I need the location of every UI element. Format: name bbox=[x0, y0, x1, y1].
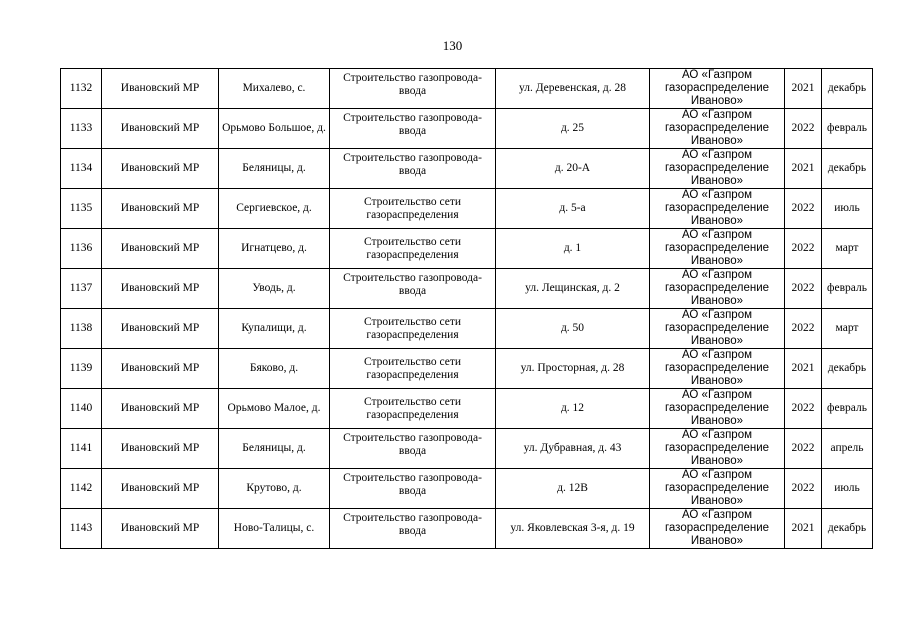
organization-cell bbox=[650, 349, 785, 389]
organization-cell bbox=[650, 229, 785, 269]
settlement-cell: Сергиевское, д. bbox=[219, 189, 330, 229]
row-number-cell: 1134 bbox=[61, 149, 102, 189]
address-cell: д. 25 bbox=[496, 109, 650, 149]
work-type-line: газораспределения bbox=[366, 329, 459, 341]
year-cell: 2022 bbox=[785, 229, 822, 269]
work-type-line: ввода bbox=[398, 85, 427, 97]
organization-line: АО «Газпром bbox=[682, 229, 752, 241]
work-type-line: Строительство газопровода- bbox=[343, 472, 482, 484]
organization-line: Иваново» bbox=[690, 175, 744, 187]
month-cell: июль bbox=[822, 189, 873, 229]
work-type-line: Строительство газопровода- bbox=[343, 112, 482, 124]
organization-line: газораспределение bbox=[664, 482, 770, 494]
district-cell: Ивановский МР bbox=[102, 189, 219, 229]
table-row bbox=[61, 149, 873, 189]
organization-line: АО «Газпром bbox=[682, 269, 752, 281]
address-cell: д. 12В bbox=[496, 469, 650, 509]
organization-line: АО «Газпром bbox=[682, 109, 752, 121]
work-type-line: Строительство газопровода- bbox=[343, 512, 482, 524]
work-type-cell bbox=[330, 309, 496, 349]
organization-cell bbox=[650, 389, 785, 429]
district-cell: Ивановский МР bbox=[102, 269, 219, 309]
work-type-cell bbox=[330, 509, 496, 549]
row-number-cell: 1133 bbox=[61, 109, 102, 149]
address-cell: д. 5-а bbox=[496, 189, 650, 229]
organization-line: Иваново» bbox=[690, 255, 744, 267]
month-cell: декабрь bbox=[822, 509, 873, 549]
address-cell: д. 1 bbox=[496, 229, 650, 269]
year-cell: 2022 bbox=[785, 389, 822, 429]
year-cell: 2022 bbox=[785, 189, 822, 229]
organization-line: Иваново» bbox=[690, 375, 744, 387]
district-cell: Ивановский МР bbox=[102, 349, 219, 389]
settlement-cell: Бяково, д. bbox=[219, 349, 330, 389]
page-number: 130 bbox=[442, 38, 463, 53]
row-number-cell: 1132 bbox=[61, 69, 102, 109]
organization-line: АО «Газпром bbox=[682, 189, 752, 201]
row-number-cell: 1141 bbox=[61, 429, 102, 469]
table-row bbox=[61, 429, 873, 469]
organization-line: газораспределение bbox=[664, 362, 770, 374]
settlement-cell: Михалево, с. bbox=[219, 69, 330, 109]
settlement-cell: Орьмово Большое, д. bbox=[219, 109, 330, 149]
organization-line: газораспределение bbox=[664, 282, 770, 294]
work-type-line: Строительство газопровода- bbox=[343, 72, 482, 84]
work-type-cell bbox=[330, 229, 496, 269]
organization-cell bbox=[650, 269, 785, 309]
work-type-cell bbox=[330, 389, 496, 429]
row-number-cell: 1140 bbox=[61, 389, 102, 429]
district-cell: Ивановский МР bbox=[102, 149, 219, 189]
organization-cell bbox=[650, 69, 785, 109]
month-cell: апрель bbox=[822, 429, 873, 469]
year-cell: 2021 bbox=[785, 509, 822, 549]
address-cell: д. 12 bbox=[496, 389, 650, 429]
address-cell: ул. Деревенская, д. 28 bbox=[496, 69, 650, 109]
organization-cell bbox=[650, 469, 785, 509]
month-cell: февраль bbox=[822, 269, 873, 309]
organization-cell bbox=[650, 149, 785, 189]
month-cell: декабрь bbox=[822, 149, 873, 189]
organization-line: АО «Газпром bbox=[682, 309, 752, 321]
row-number-cell: 1139 bbox=[61, 349, 102, 389]
work-type-cell bbox=[330, 69, 496, 109]
organization-line: АО «Газпром bbox=[682, 69, 752, 81]
table-body bbox=[61, 69, 873, 549]
row-number-cell: 1135 bbox=[61, 189, 102, 229]
row-number-cell: 1137 bbox=[61, 269, 102, 309]
settlement-cell: Игнатцево, д. bbox=[219, 229, 330, 269]
address-cell: ул. Просторная, д. 28 bbox=[496, 349, 650, 389]
settlement-cell: Орьмово Малое, д. bbox=[219, 389, 330, 429]
work-type-line: Строительство газопровода- bbox=[343, 152, 482, 164]
month-cell: декабрь bbox=[822, 349, 873, 389]
district-cell: Ивановский МР bbox=[102, 509, 219, 549]
table-row bbox=[61, 389, 873, 429]
organization-line: газораспределение bbox=[664, 162, 770, 174]
organization-line: газораспределение bbox=[664, 242, 770, 254]
organization-line: АО «Газпром bbox=[682, 509, 752, 521]
district-cell: Ивановский МР bbox=[102, 69, 219, 109]
organization-line: Иваново» bbox=[690, 415, 744, 427]
district-cell: Ивановский МР bbox=[102, 469, 219, 509]
month-cell: июль bbox=[822, 469, 873, 509]
settlement-cell: Уводь, д. bbox=[219, 269, 330, 309]
table-row bbox=[61, 229, 873, 269]
organization-line: газораспределение bbox=[664, 202, 770, 214]
organization-line: газораспределение bbox=[664, 442, 770, 454]
district-cell: Ивановский МР bbox=[102, 109, 219, 149]
work-type-line: Строительство сети bbox=[363, 396, 462, 408]
work-type-cell bbox=[330, 429, 496, 469]
work-type-line: ввода bbox=[398, 165, 427, 177]
organization-line: АО «Газпром bbox=[682, 389, 752, 401]
work-type-line: Строительство сети bbox=[363, 236, 462, 248]
gasification-table bbox=[60, 68, 873, 549]
table-row bbox=[61, 269, 873, 309]
month-cell: март bbox=[822, 309, 873, 349]
organization-line: АО «Газпром bbox=[682, 429, 752, 441]
year-cell: 2022 bbox=[785, 429, 822, 469]
work-type-line: ввода bbox=[398, 445, 427, 457]
month-cell: февраль bbox=[822, 389, 873, 429]
organization-line: АО «Газпром bbox=[682, 149, 752, 161]
organization-line: Иваново» bbox=[690, 455, 744, 467]
organization-line: Иваново» bbox=[690, 495, 744, 507]
work-type-cell bbox=[330, 189, 496, 229]
table-row bbox=[61, 509, 873, 549]
table-row bbox=[61, 109, 873, 149]
organization-line: Иваново» bbox=[690, 335, 744, 347]
district-cell: Ивановский МР bbox=[102, 429, 219, 469]
work-type-line: ввода bbox=[398, 485, 427, 497]
year-cell: 2021 bbox=[785, 69, 822, 109]
settlement-cell: Крутово, д. bbox=[219, 469, 330, 509]
work-type-cell bbox=[330, 349, 496, 389]
district-cell: Ивановский МР bbox=[102, 389, 219, 429]
work-type-line: ввода bbox=[398, 125, 427, 137]
table-row bbox=[61, 189, 873, 229]
work-type-line: ввода bbox=[398, 285, 427, 297]
district-cell: Ивановский МР bbox=[102, 309, 219, 349]
year-cell: 2022 bbox=[785, 469, 822, 509]
work-type-line: ввода bbox=[398, 525, 427, 537]
work-type-line: газораспределения bbox=[366, 369, 459, 381]
organization-line: газораспределение bbox=[664, 522, 770, 534]
row-number-cell: 1138 bbox=[61, 309, 102, 349]
year-cell: 2021 bbox=[785, 149, 822, 189]
work-type-line: газораспределения bbox=[366, 409, 459, 421]
work-type-cell bbox=[330, 149, 496, 189]
work-type-line: Строительство газопровода- bbox=[343, 272, 482, 284]
work-type-cell bbox=[330, 109, 496, 149]
organization-cell bbox=[650, 309, 785, 349]
settlement-cell: Купалищи, д. bbox=[219, 309, 330, 349]
organization-cell bbox=[650, 509, 785, 549]
settlement-cell: Беляницы, д. bbox=[219, 429, 330, 469]
address-cell: ул. Яковлевская 3-я, д. 19 bbox=[496, 509, 650, 549]
settlement-cell: Беляницы, д. bbox=[219, 149, 330, 189]
organization-line: газораспределение bbox=[664, 82, 770, 94]
organization-line: газораспределение bbox=[664, 322, 770, 334]
year-cell: 2022 bbox=[785, 269, 822, 309]
organization-line: газораспределение bbox=[664, 402, 770, 414]
work-type-line: газораспределения bbox=[366, 249, 459, 261]
organization-line: газораспределение bbox=[664, 122, 770, 134]
settlement-cell: Ново-Талицы, с. bbox=[219, 509, 330, 549]
work-type-line: Строительство сети bbox=[363, 316, 462, 328]
organization-line: Иваново» bbox=[690, 535, 744, 547]
organization-line: Иваново» bbox=[690, 295, 744, 307]
organization-line: АО «Газпром bbox=[682, 349, 752, 361]
year-cell: 2022 bbox=[785, 109, 822, 149]
row-number-cell: 1136 bbox=[61, 229, 102, 269]
address-cell: д. 50 bbox=[496, 309, 650, 349]
organization-line: АО «Газпром bbox=[682, 469, 752, 481]
table-row bbox=[61, 69, 873, 109]
work-type-line: Строительство сети bbox=[363, 356, 462, 368]
work-type-line: газораспределения bbox=[366, 209, 459, 221]
organization-line: Иваново» bbox=[690, 135, 744, 147]
month-cell: март bbox=[822, 229, 873, 269]
organization-line: Иваново» bbox=[690, 215, 744, 227]
address-cell: ул. Дубравная, д. 43 bbox=[496, 429, 650, 469]
month-cell: декабрь bbox=[822, 69, 873, 109]
table-row bbox=[61, 309, 873, 349]
work-type-cell bbox=[330, 469, 496, 509]
year-cell: 2021 bbox=[785, 349, 822, 389]
work-type-line: Строительство газопровода- bbox=[343, 432, 482, 444]
district-cell: Ивановский МР bbox=[102, 229, 219, 269]
work-type-line: Строительство сети bbox=[363, 196, 462, 208]
table-row bbox=[61, 469, 873, 509]
month-cell: февраль bbox=[822, 109, 873, 149]
row-number-cell: 1143 bbox=[61, 509, 102, 549]
row-number-cell: 1142 bbox=[61, 469, 102, 509]
work-type-cell bbox=[330, 269, 496, 309]
organization-line: Иваново» bbox=[690, 95, 744, 107]
organization-cell bbox=[650, 429, 785, 469]
address-cell: д. 20-А bbox=[496, 149, 650, 189]
address-cell: ул. Лещинская, д. 2 bbox=[496, 269, 650, 309]
organization-cell bbox=[650, 189, 785, 229]
year-cell: 2022 bbox=[785, 309, 822, 349]
table-row bbox=[61, 349, 873, 389]
organization-cell bbox=[650, 109, 785, 149]
